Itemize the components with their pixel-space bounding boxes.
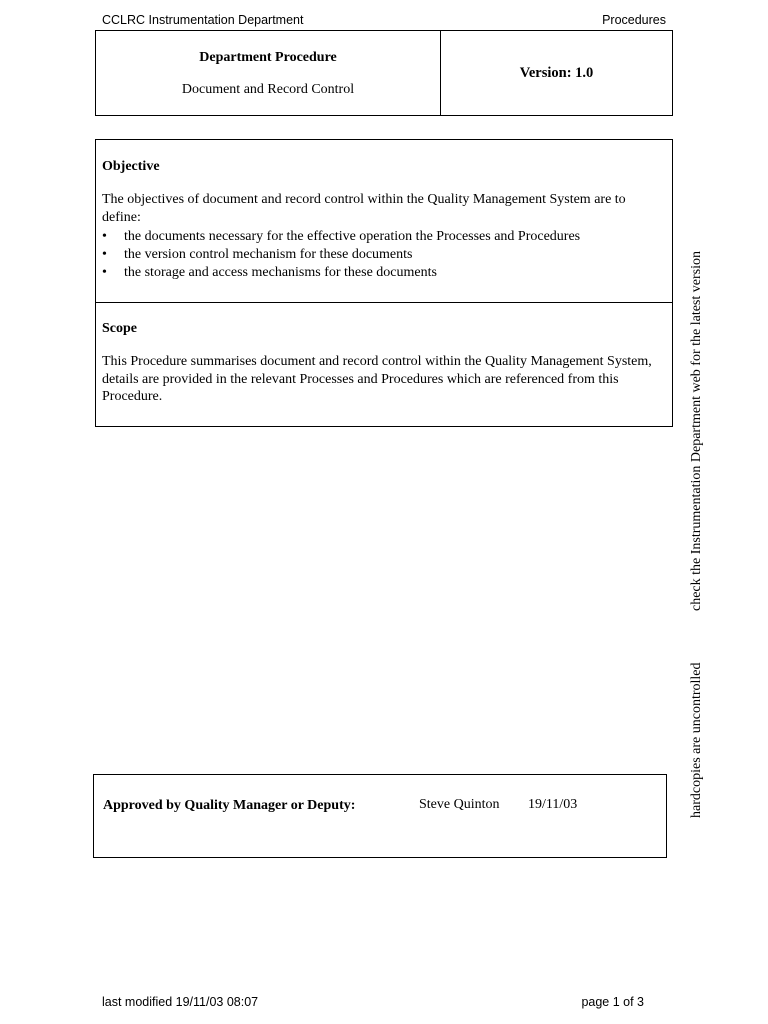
- side-note-uncontrolled: hardcopies are uncontrolled: [689, 662, 704, 818]
- objective-section: [96, 140, 672, 303]
- footer-last-modified: last modified 19/11/03 08:07: [102, 995, 259, 1009]
- approver-name: Steve Quinton: [419, 797, 500, 812]
- side-note-latest-version: check the Instrumentation Department web for the latest version: [689, 251, 704, 611]
- approval-box: [93, 774, 667, 858]
- bullet-icon: •: [102, 247, 107, 262]
- version-label: Version: 1.0: [519, 64, 594, 81]
- approval-label: Approved by Quality Manager or Deputy:: [103, 798, 356, 813]
- list-item: [102, 246, 666, 264]
- bullet-icon: •: [102, 265, 107, 280]
- objective-bullet-list: [102, 228, 666, 282]
- version-cell: [441, 31, 672, 115]
- content-box: [95, 139, 673, 427]
- list-item-text: the version control mechanism for these documents: [124, 247, 413, 262]
- footer-page-number: page 1 of 3: [581, 995, 644, 1009]
- approval-date: 19/11/03: [528, 797, 578, 812]
- list-item-text: the documents necessary for the effective operation the Processes and Procedures: [124, 229, 581, 244]
- list-item: [102, 228, 666, 246]
- scope-text: This Procedure summarises document and record control within the Quality Management System, details are provided in the relevant Processes and Procedures which are referenced from this Procedure.: [102, 354, 652, 404]
- objective-heading: Objective: [102, 159, 160, 174]
- bullet-icon: •: [102, 229, 107, 244]
- header-section: Procedures: [602, 13, 666, 27]
- header-department: CCLRC Instrumentation Department: [102, 13, 304, 27]
- document-title: Document and Record Control: [181, 82, 355, 97]
- scope-heading: Scope: [102, 321, 137, 336]
- title-cell: [96, 31, 441, 115]
- objective-text: The objectives of document and record control within the Quality Management System are to define:: [102, 192, 626, 225]
- scope-section: [96, 303, 672, 406]
- list-item-text: the storage and access mechanisms for these documents: [124, 265, 437, 280]
- document-type-heading: Department Procedure: [199, 50, 337, 65]
- title-block: [95, 30, 673, 116]
- list-item: [102, 264, 666, 282]
